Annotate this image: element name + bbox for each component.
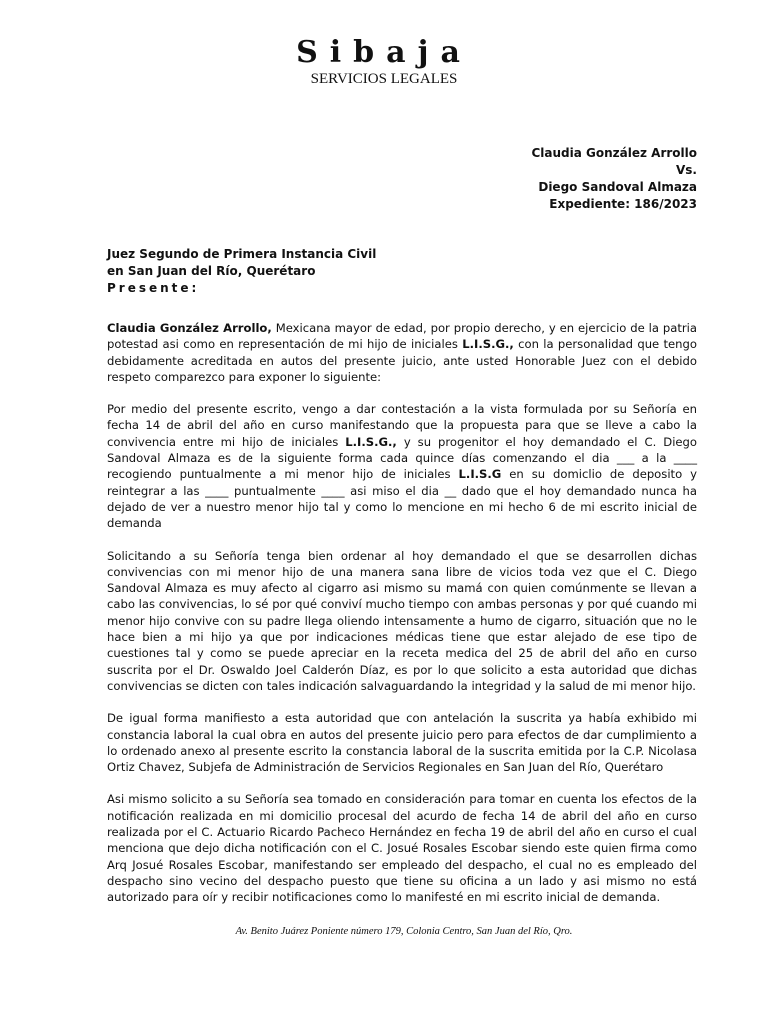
plaintiff-name: Claudia González Arrollo (531, 146, 697, 160)
paragraph-notification: Asi mismo solicito a su Señoría sea tomado en consideración para tomar en cuenta los efectos de la notificación realizada en mi domicilio procesal del acurdo de fecha 14 de abril del año en curso realizada por el C. Actuario Ricardo Pacheco Hernández en fecha 19 de abril del año en curso el cual menciona que dejo dicha notificación con el C. Josué Rosales Escobar siendo este quien firma como Arq Josué Rosales Escobar, manifestando ser empleado del despacho, el cual no es empleado del despacho sino vecino del despacho puesto que tiene su oficina a un lado y asi mismo no está autorizado para oír y recibir notificaciones como lo manifesté en mi escrito inicial de demanda. (107, 792, 697, 905)
sender-name: Claudia González Arrollo, (107, 321, 272, 335)
paragraph-request: Solicitando a su Señoría tenga bien ordenar al hoy demandado el que se desarrollen dichas convivencias con mi menor hijo de una manera sana libre de vicios toda vez que el C. Diego Sandoval Almaza es muy afecto al cigarro asi mismo su mamá con quien comúnmente se llevan a cabo las convivencias, lo sé por qué conviví mucho tiempo con ambas personas y por qué cuando mi menor hijo convive con su padre llega oliendo intensamente a humo de cigarro, situación que no le hace bien a mi hijo ya que por indicaciones médicas tiene que estar alejado de ese tipo de cuestiones tal y como se puede apreciar en la receta medica del 25 de abril del año en curso suscrita por el Dr. Oswaldo Joel Calderón Díaz, es por lo que solicito a esta autoridad que dichas convivencias se dicten con tales indicación salvaguardando la integridad y la salud de mi menor hijo. (107, 548, 697, 693)
defendant-name: Diego Sandoval Almaza (538, 180, 697, 194)
salutation: Presente: (107, 281, 200, 295)
paragraph-text: y su progenitor el hoy demandado el C. Diego Sandoval Almaza es de la siguiente forma cada quince días comenzando el dia ___ a la ____ recogiendo puntualmente a mi menor hijo de iniciales (107, 434, 697, 482)
firm-name: Sibaja (296, 35, 472, 70)
child-initials: L.I.S.G (458, 467, 502, 482)
child-initials: L.I.S.G., (462, 337, 514, 352)
paragraph-text: Mexicana mayor de edad, por propio derecho, y en ejercicio de la patria potestad asi como en representación de mi hijo de iniciales (107, 321, 698, 352)
paragraph-response (107, 401, 697, 531)
case-caption (531, 145, 697, 213)
addressee-line-2: en San Juan del Río, Querétaro (107, 264, 316, 278)
versus-label: Vs. (676, 163, 697, 177)
footer-address: Av. Benito Juárez Poniente número 179, Colonia Centro, San Juan del Río, Qro. (235, 926, 573, 937)
paragraph-text: en su domiclio de deposito y reintegrar a las ____ puntualmente ____ asi miso el dia __ dado que el hoy demandado nunca ha dejado de ver a nuestro menor hijo tal y como lo mencione en mi hecho 6 de mi escrito inicial de demanda (107, 467, 697, 531)
firm-subtitle: SERVICIOS LEGALES (310, 71, 458, 87)
addressee-block (107, 246, 376, 297)
child-initials: L.I.S.G., (345, 434, 397, 449)
paragraph-employment: De igual forma manifiesto a esta autoridad que con antelación la suscrita ya había exhibido mi constancia laboral la cual obra en autos del presente juicio pero para efectos de dar cumplimiento a lo ordenado anexo al presente escrito la constancia laboral de la suscrita emitida por la C.P. Nicolasa Ortiz Chavez, Subjefa de Administración de Servicios Regionales en San Juan del Río, Querétaro (107, 711, 697, 775)
paragraph-intro (107, 320, 697, 385)
paragraph-text: Por medio del presente escrito, vengo a dar contestación a la vista formulada por su Señoría en fecha 14 de abril del año en curso manifestando que la propuesta para que se lleve a cabo la convivencia entre mi hijo de iniciales (107, 402, 697, 449)
file-number: Expediente: 186/2023 (549, 197, 697, 211)
addressee-line-1: Juez Segundo de Primera Instancia Civil (107, 247, 377, 261)
paragraph-text: con la personalidad que tengo debidamente acreditada en autos del presente juicio, ante usted Honorable Juez con el debido respeto comparezco para exponer lo siguiente: (107, 337, 697, 384)
letter-body (107, 320, 697, 922)
